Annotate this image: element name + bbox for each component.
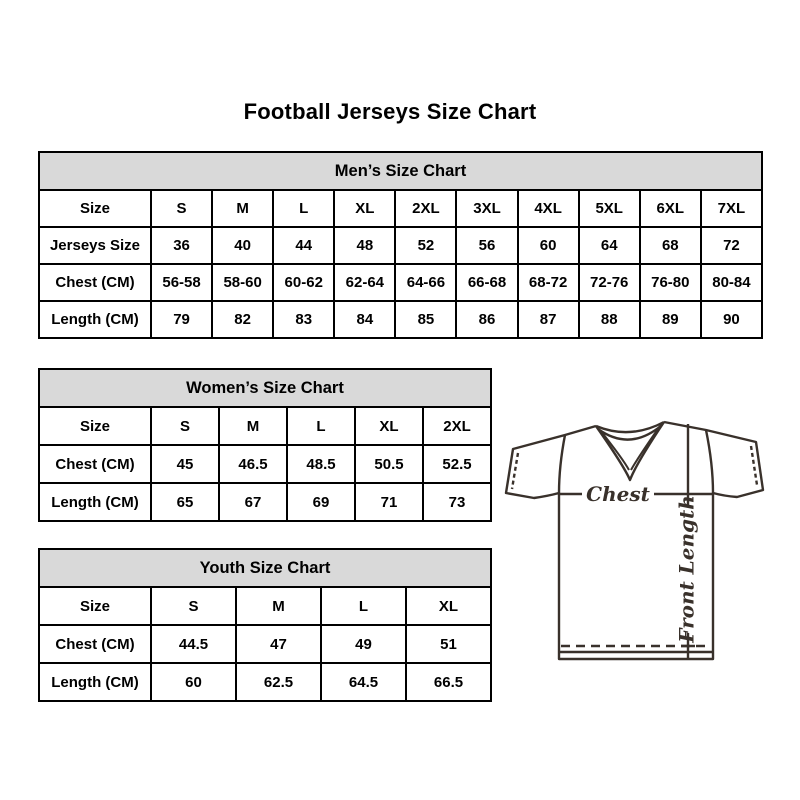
row-label: Size	[39, 587, 151, 625]
left-cuff-stitch	[512, 453, 518, 489]
cell: 68	[640, 227, 701, 264]
cell: 3XL	[456, 190, 517, 227]
cell: M	[219, 407, 287, 445]
cell: 2XL	[395, 190, 456, 227]
cell: 86	[456, 301, 517, 338]
cell: 44.5	[151, 625, 236, 663]
cell: 62.5	[236, 663, 321, 701]
right-sleeve-seam	[706, 430, 713, 493]
cell: XL	[334, 190, 395, 227]
row-label: Chest (CM)	[39, 445, 151, 483]
table-header-row	[39, 549, 491, 587]
cell: 45	[151, 445, 219, 483]
cell: 56	[456, 227, 517, 264]
cell: 5XL	[579, 190, 640, 227]
cell: 71	[355, 483, 423, 521]
table-row	[39, 625, 491, 663]
cell: XL	[355, 407, 423, 445]
cell: 40	[212, 227, 273, 264]
cell: 60	[151, 663, 236, 701]
womens-table	[38, 368, 492, 522]
mens-size-chart	[38, 151, 763, 339]
cell: S	[151, 587, 236, 625]
cell: 84	[334, 301, 395, 338]
cell: S	[151, 407, 219, 445]
cell: 52.5	[423, 445, 491, 483]
cell: 80-84	[701, 264, 762, 301]
cell: 49	[321, 625, 406, 663]
jersey-measurement-diagram	[503, 404, 771, 666]
youth-size-chart	[38, 548, 492, 702]
cell: 6XL	[640, 190, 701, 227]
cell: 88	[579, 301, 640, 338]
row-label: Length (CM)	[39, 301, 151, 338]
youth-table	[38, 548, 492, 702]
mens-table	[38, 151, 763, 339]
cell: 89	[640, 301, 701, 338]
table-row	[39, 663, 491, 701]
row-label: Chest (CM)	[39, 264, 151, 301]
right-cuff-stitch	[751, 446, 757, 485]
cell: 72	[701, 227, 762, 264]
mens-table-title: Men’s Size Chart	[39, 152, 762, 190]
jersey-outline	[506, 422, 763, 659]
cell: 60-62	[273, 264, 334, 301]
cell: M	[236, 587, 321, 625]
table-header-row	[39, 152, 762, 190]
row-label: Length (CM)	[39, 483, 151, 521]
cell: 87	[518, 301, 579, 338]
cell: 76-80	[640, 264, 701, 301]
cell: 51	[406, 625, 491, 663]
cell: 79	[151, 301, 212, 338]
cell: 66-68	[456, 264, 517, 301]
cell: L	[321, 587, 406, 625]
table-row	[39, 445, 491, 483]
cell: 48.5	[287, 445, 355, 483]
cell: 62-64	[334, 264, 395, 301]
table-row	[39, 407, 491, 445]
table-row	[39, 587, 491, 625]
table-row	[39, 301, 762, 338]
cell: 2XL	[423, 407, 491, 445]
cell: 67	[219, 483, 287, 521]
cell: 83	[273, 301, 334, 338]
cell: M	[212, 190, 273, 227]
cell: L	[273, 190, 334, 227]
cell: XL	[406, 587, 491, 625]
left-sleeve-seam	[559, 435, 565, 493]
cell: 69	[287, 483, 355, 521]
cell: 36	[151, 227, 212, 264]
cell: 50.5	[355, 445, 423, 483]
cell: S	[151, 190, 212, 227]
cell: 48	[334, 227, 395, 264]
womens-size-chart	[38, 368, 492, 522]
cell: 58-60	[212, 264, 273, 301]
row-label: Jerseys Size	[39, 227, 151, 264]
cell: 72-76	[579, 264, 640, 301]
cell: 73	[423, 483, 491, 521]
cell: 44	[273, 227, 334, 264]
cell: 46.5	[219, 445, 287, 483]
chest-label: Chest	[586, 482, 650, 506]
cell: 47	[236, 625, 321, 663]
cell: L	[287, 407, 355, 445]
cell: 64.5	[321, 663, 406, 701]
table-row	[39, 264, 762, 301]
cell: 68-72	[518, 264, 579, 301]
cell: 85	[395, 301, 456, 338]
cell: 82	[212, 301, 273, 338]
table-row	[39, 483, 491, 521]
row-label: Size	[39, 407, 151, 445]
page-title: Football Jerseys Size Chart	[243, 99, 537, 124]
cell: 56-58	[151, 264, 212, 301]
youth-table-title: Youth Size Chart	[39, 549, 491, 587]
table-row	[39, 190, 762, 227]
front-length-label: Front Length	[674, 495, 699, 643]
cell: 90	[701, 301, 762, 338]
cell: 60	[518, 227, 579, 264]
cell: 4XL	[518, 190, 579, 227]
row-label: Chest (CM)	[39, 625, 151, 663]
table-row	[39, 227, 762, 264]
jersey-diagram-icon	[503, 404, 771, 666]
row-label: Size	[39, 190, 151, 227]
cell: 66.5	[406, 663, 491, 701]
cell: 52	[395, 227, 456, 264]
cell: 65	[151, 483, 219, 521]
cell: 64-66	[395, 264, 456, 301]
cell: 64	[579, 227, 640, 264]
table-header-row	[39, 369, 491, 407]
cell: 7XL	[701, 190, 762, 227]
row-label: Length (CM)	[39, 663, 151, 701]
womens-table-title: Women’s Size Chart	[39, 369, 491, 407]
